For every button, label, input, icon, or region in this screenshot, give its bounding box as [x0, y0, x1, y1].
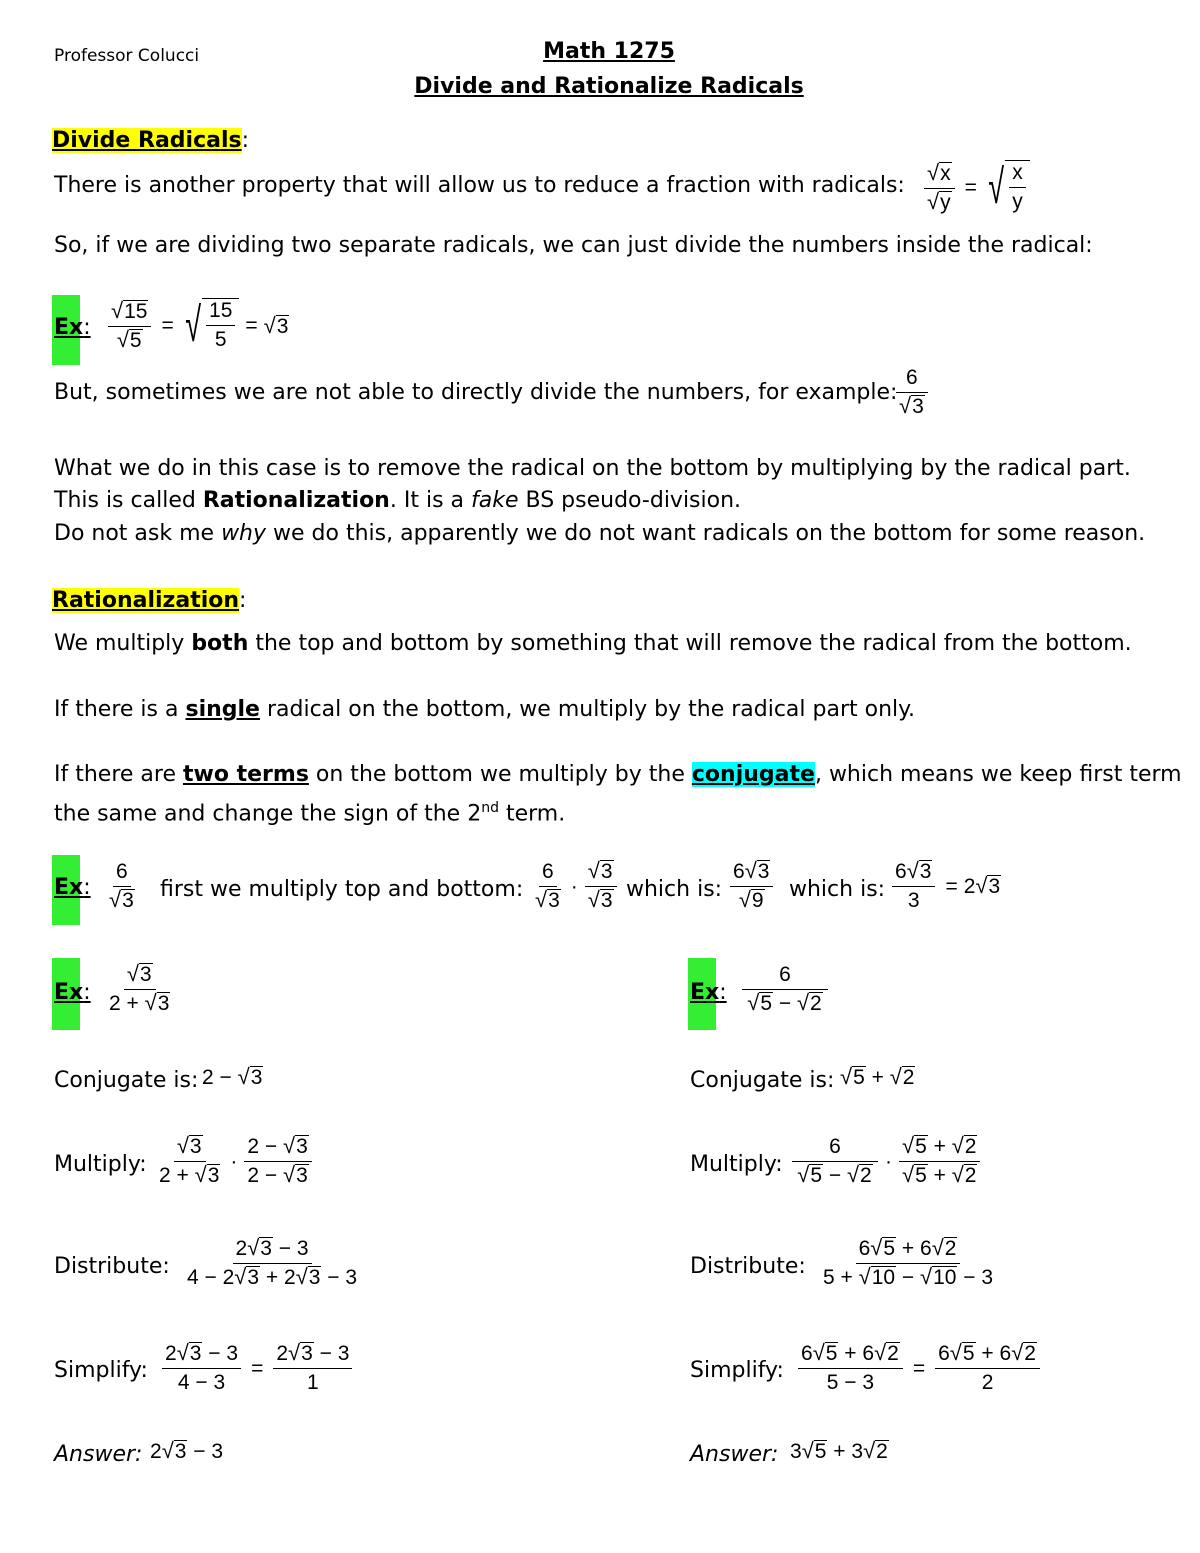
course-title: Math 1275 [543, 39, 675, 64]
right-answer: 3 √ 5 + 3 √ 2 [790, 1438, 888, 1463]
right-example-frac: 6 √ 5 − √ 2 [738, 963, 832, 1016]
rationalization-heading-line: Rationalization: [52, 588, 247, 613]
example-label: Ex: [54, 980, 91, 1005]
left-multiply-label: Multiply: [54, 1152, 147, 1177]
right-distribute: 6 √ 5 + 6 √ 2 5 + √ 10 − √ 10 − 3 [823, 1235, 994, 1289]
professor-name: Professor Colucci [54, 46, 200, 66]
example-six-over-root3: 6 √ 3 [892, 366, 932, 419]
example2-text3: which is: [789, 877, 886, 902]
right-multiply-label: Multiply: [690, 1152, 783, 1177]
right-conjugate: √ 5 + √ 2 [840, 1064, 915, 1089]
left-simplify-label: Simplify: [54, 1358, 148, 1383]
conjugate-highlight: conjugate [691, 762, 815, 787]
left-example-frac: √ 3 2 + √ 3 [109, 961, 170, 1015]
divide-heading-line: Divide Radicals: [52, 128, 250, 153]
right-answer-label: Answer: [690, 1442, 779, 1467]
example2-multiply: 6 √ 3 · √ 3 √ 3 [528, 860, 621, 913]
left-distribute-label: Distribute: [54, 1254, 170, 1279]
example2-text2: which is: [626, 877, 723, 902]
example2-result2: 6 √ 3 3 = 2 √ 3 [888, 860, 1001, 913]
example2-text1: first we multiply top and bottom: [160, 877, 524, 902]
rationalize-p4: the same and change the sign of the 2nd term. [54, 800, 566, 827]
right-conjugate-label: Conjugate is: [690, 1068, 835, 1093]
left-conjugate-label: Conjugate is: [54, 1068, 199, 1093]
right-multiply: 6 √ 5 − √ 2 · √ 5 + √ 2 √ 5 + √ 2 [788, 1135, 984, 1188]
example-label: Ex: [690, 980, 727, 1005]
rationalize-p1: We multiply both the top and bottom by something that will remove the radical from the bottom. [54, 631, 1132, 656]
example-label: Ex: [54, 315, 91, 340]
left-answer-label: Answer: [54, 1442, 143, 1467]
right-simplify-label: Simplify: [690, 1358, 784, 1383]
topic-title: Divide and Rationalize Radicals [414, 74, 804, 99]
rationalization-heading: Rationalization [52, 588, 240, 613]
left-conjugate: 2 − √ 3 [202, 1064, 263, 1089]
left-distribute: 2 √ 3 − 3 4 − 2 √ 3 + 2 √ 3 − 3 [187, 1235, 358, 1289]
divide-line5: This is called Rationalization. It is a fake BS pseudo-division. [54, 488, 742, 513]
divide-line2: So, if we are dividing two separate radicals, we can just divide the numbers inside the radical: [54, 233, 1093, 258]
divide-line6: Do not ask me why we do this, apparently we do not want radicals on the bottom for some reason. [54, 521, 1146, 546]
example1-math: √ 15 √ 5 = √ $\frac{15}{5}$ = √ 3 [104, 298, 289, 354]
left-answer: 2 √ 3 − 3 [150, 1438, 224, 1463]
property-formula: √ x √ y = √ $\frac{x}{y}$ [920, 160, 1030, 216]
right-simplify: 6 √ 5 + 6 √ 2 5 − 3 = 6 √ 5 + 6 √ 2 2 [794, 1342, 1044, 1395]
example2-result1: 6 √ 3 √ 9 [726, 860, 777, 913]
divide-heading: Divide Radicals [52, 128, 242, 153]
left-simplify: 2 √ 3 − 3 4 − 3 = 2 √ 3 − 3 1 [158, 1342, 356, 1395]
example2-frac: 6 √ 3 [109, 860, 134, 912]
left-multiply: √ 3 2 + √ 3 · 2 − √ 3 2 − √ 3 [152, 1135, 316, 1188]
divide-line3: But, sometimes we are not able to directly divide the numbers, for example: [54, 380, 898, 405]
divide-line4: What we do in this case is to remove the radical on the bottom by multiplying by the radical part. [54, 456, 1131, 481]
rationalize-p3: If there are two terms on the bottom we multiply by the conjugate, which means we keep first term [54, 762, 1182, 787]
example-label: Ex: [54, 875, 91, 900]
divide-line1: There is another property that will allow us to reduce a fraction with radicals: [54, 173, 905, 198]
rationalize-p2: If there is a single radical on the bottom, we multiply by the radical part only. [54, 697, 916, 722]
right-distribute-label: Distribute: [690, 1254, 806, 1279]
